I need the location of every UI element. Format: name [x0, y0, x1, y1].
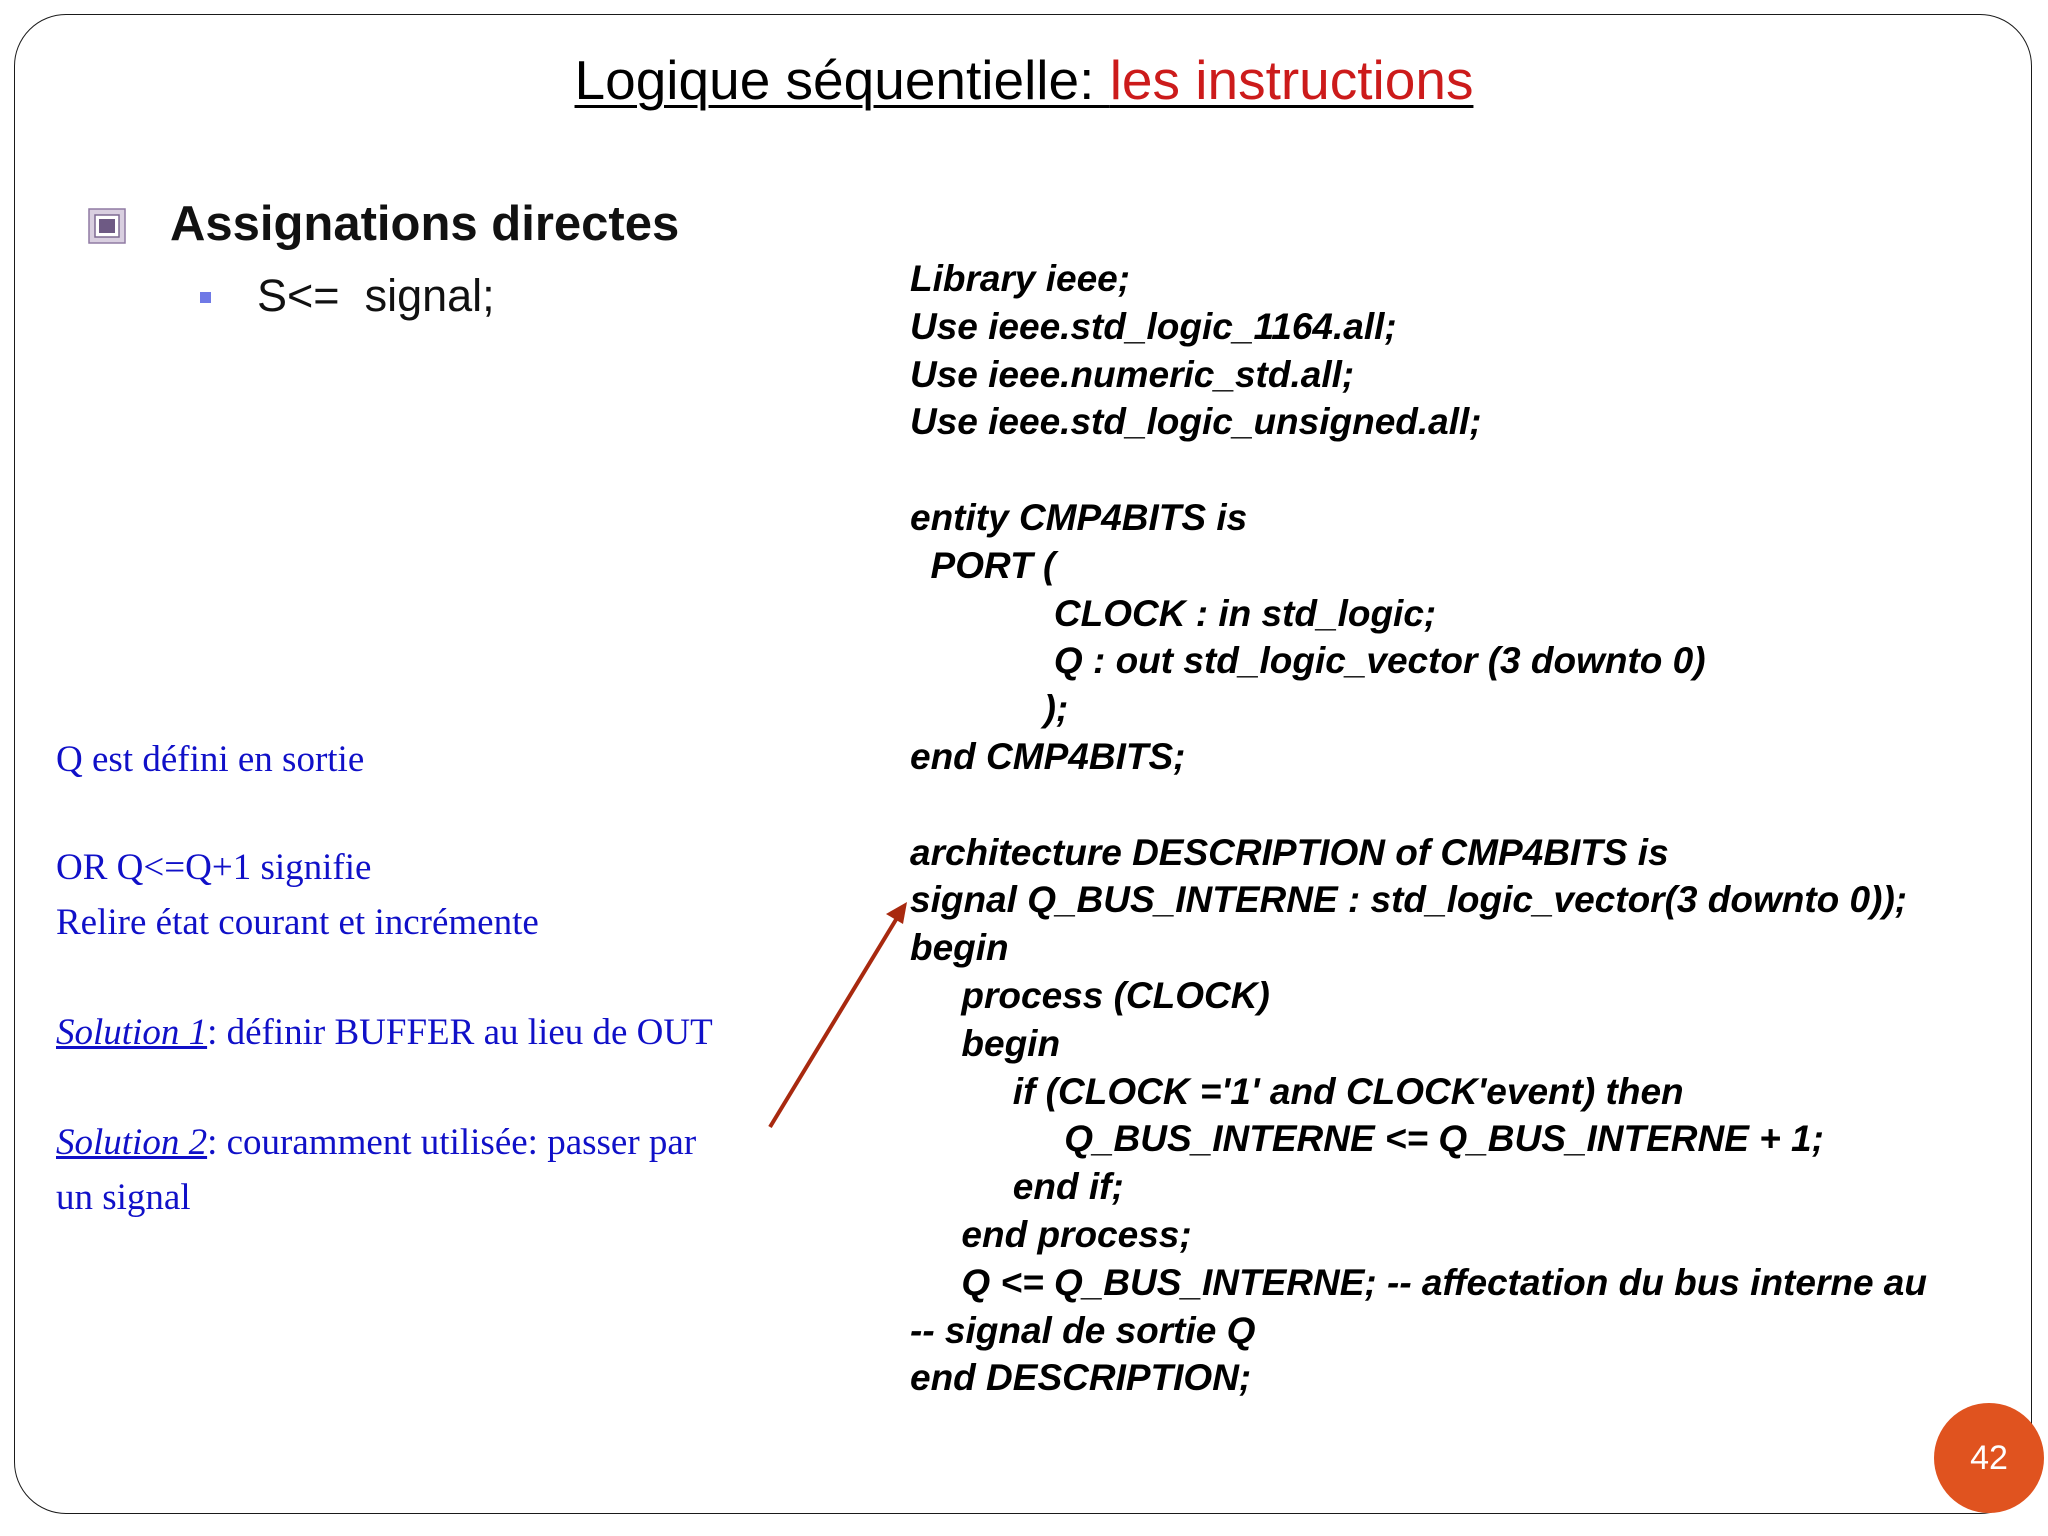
square-bullet-icon: [88, 208, 126, 244]
bullet-heading: Assignations directes: [170, 197, 680, 251]
code-line: [910, 446, 1927, 494]
slide-title: [0, 48, 2048, 112]
code-line: entity CMP4BITS is: [910, 496, 1248, 538]
code-line: Q : out std_logic_vector (3 downto 0): [910, 640, 1706, 682]
code-line: process (CLOCK): [910, 974, 1270, 1016]
solution-1-text: : définir BUFFER au lieu de OUT: [207, 1012, 713, 1053]
sub-bullet-marker: [200, 292, 211, 303]
code-line: -- signal de sortie Q: [910, 1309, 1256, 1351]
note-solution-1: [56, 1011, 713, 1054]
note-q-output: Q est défini en sortie: [56, 739, 365, 780]
title-main: Logique séquentielle:: [574, 49, 1110, 111]
code-line: if (CLOCK ='1' and CLOCK'event) then: [910, 1070, 1684, 1112]
code-line: end CMP4BITS;: [910, 735, 1186, 777]
vhdl-code-block: [910, 255, 1927, 1402]
code-line: PORT (: [910, 544, 1056, 586]
bullet-sub: S<= signal;: [257, 270, 495, 321]
code-line: begin: [910, 927, 1009, 969]
note-solution-2: [56, 1121, 696, 1164]
solution-2-label: Solution 2: [56, 1122, 208, 1163]
code-line: signal Q_BUS_INTERNE : std_logic_vector(3 downto 0));: [910, 879, 1908, 921]
solution-2-text: : couramment utilisée: passer par: [207, 1122, 697, 1163]
note-solution-2-cont: un signal: [56, 1177, 191, 1218]
title-accent: les instructions: [1109, 49, 1474, 111]
code-line: Library ieee;: [910, 258, 1131, 299]
code-line: architecture DESCRIPTION of CMP4BITS is: [910, 831, 1669, 873]
code-line: [910, 781, 1927, 829]
code-line: Q_BUS_INTERNE <= Q_BUS_INTERNE + 1;: [910, 1118, 1824, 1160]
code-line: Use ieee.std_logic_unsigned.all;: [910, 401, 1482, 443]
solution-1-label: Solution 1: [56, 1012, 208, 1053]
code-line: end process;: [910, 1213, 1192, 1255]
note-or-increment: OR Q<=Q+1 signifie: [56, 847, 372, 888]
code-line: CLOCK : in std_logic;: [910, 592, 1437, 634]
code-line: end DESCRIPTION;: [910, 1357, 1252, 1399]
code-line: Q <= Q_BUS_INTERNE; -- affectation du bus interne au: [910, 1261, 1927, 1303]
code-line: begin: [910, 1022, 1061, 1064]
code-line: Use ieee.numeric_std.all;: [910, 353, 1355, 395]
code-line: end if;: [910, 1166, 1124, 1208]
code-line: );: [910, 688, 1069, 730]
note-reread-state: Relire état courant et incrémente: [56, 902, 539, 943]
page-number-badge: 42: [1934, 1403, 2044, 1513]
code-line: Use ieee.std_logic_1164.all;: [910, 305, 1397, 347]
